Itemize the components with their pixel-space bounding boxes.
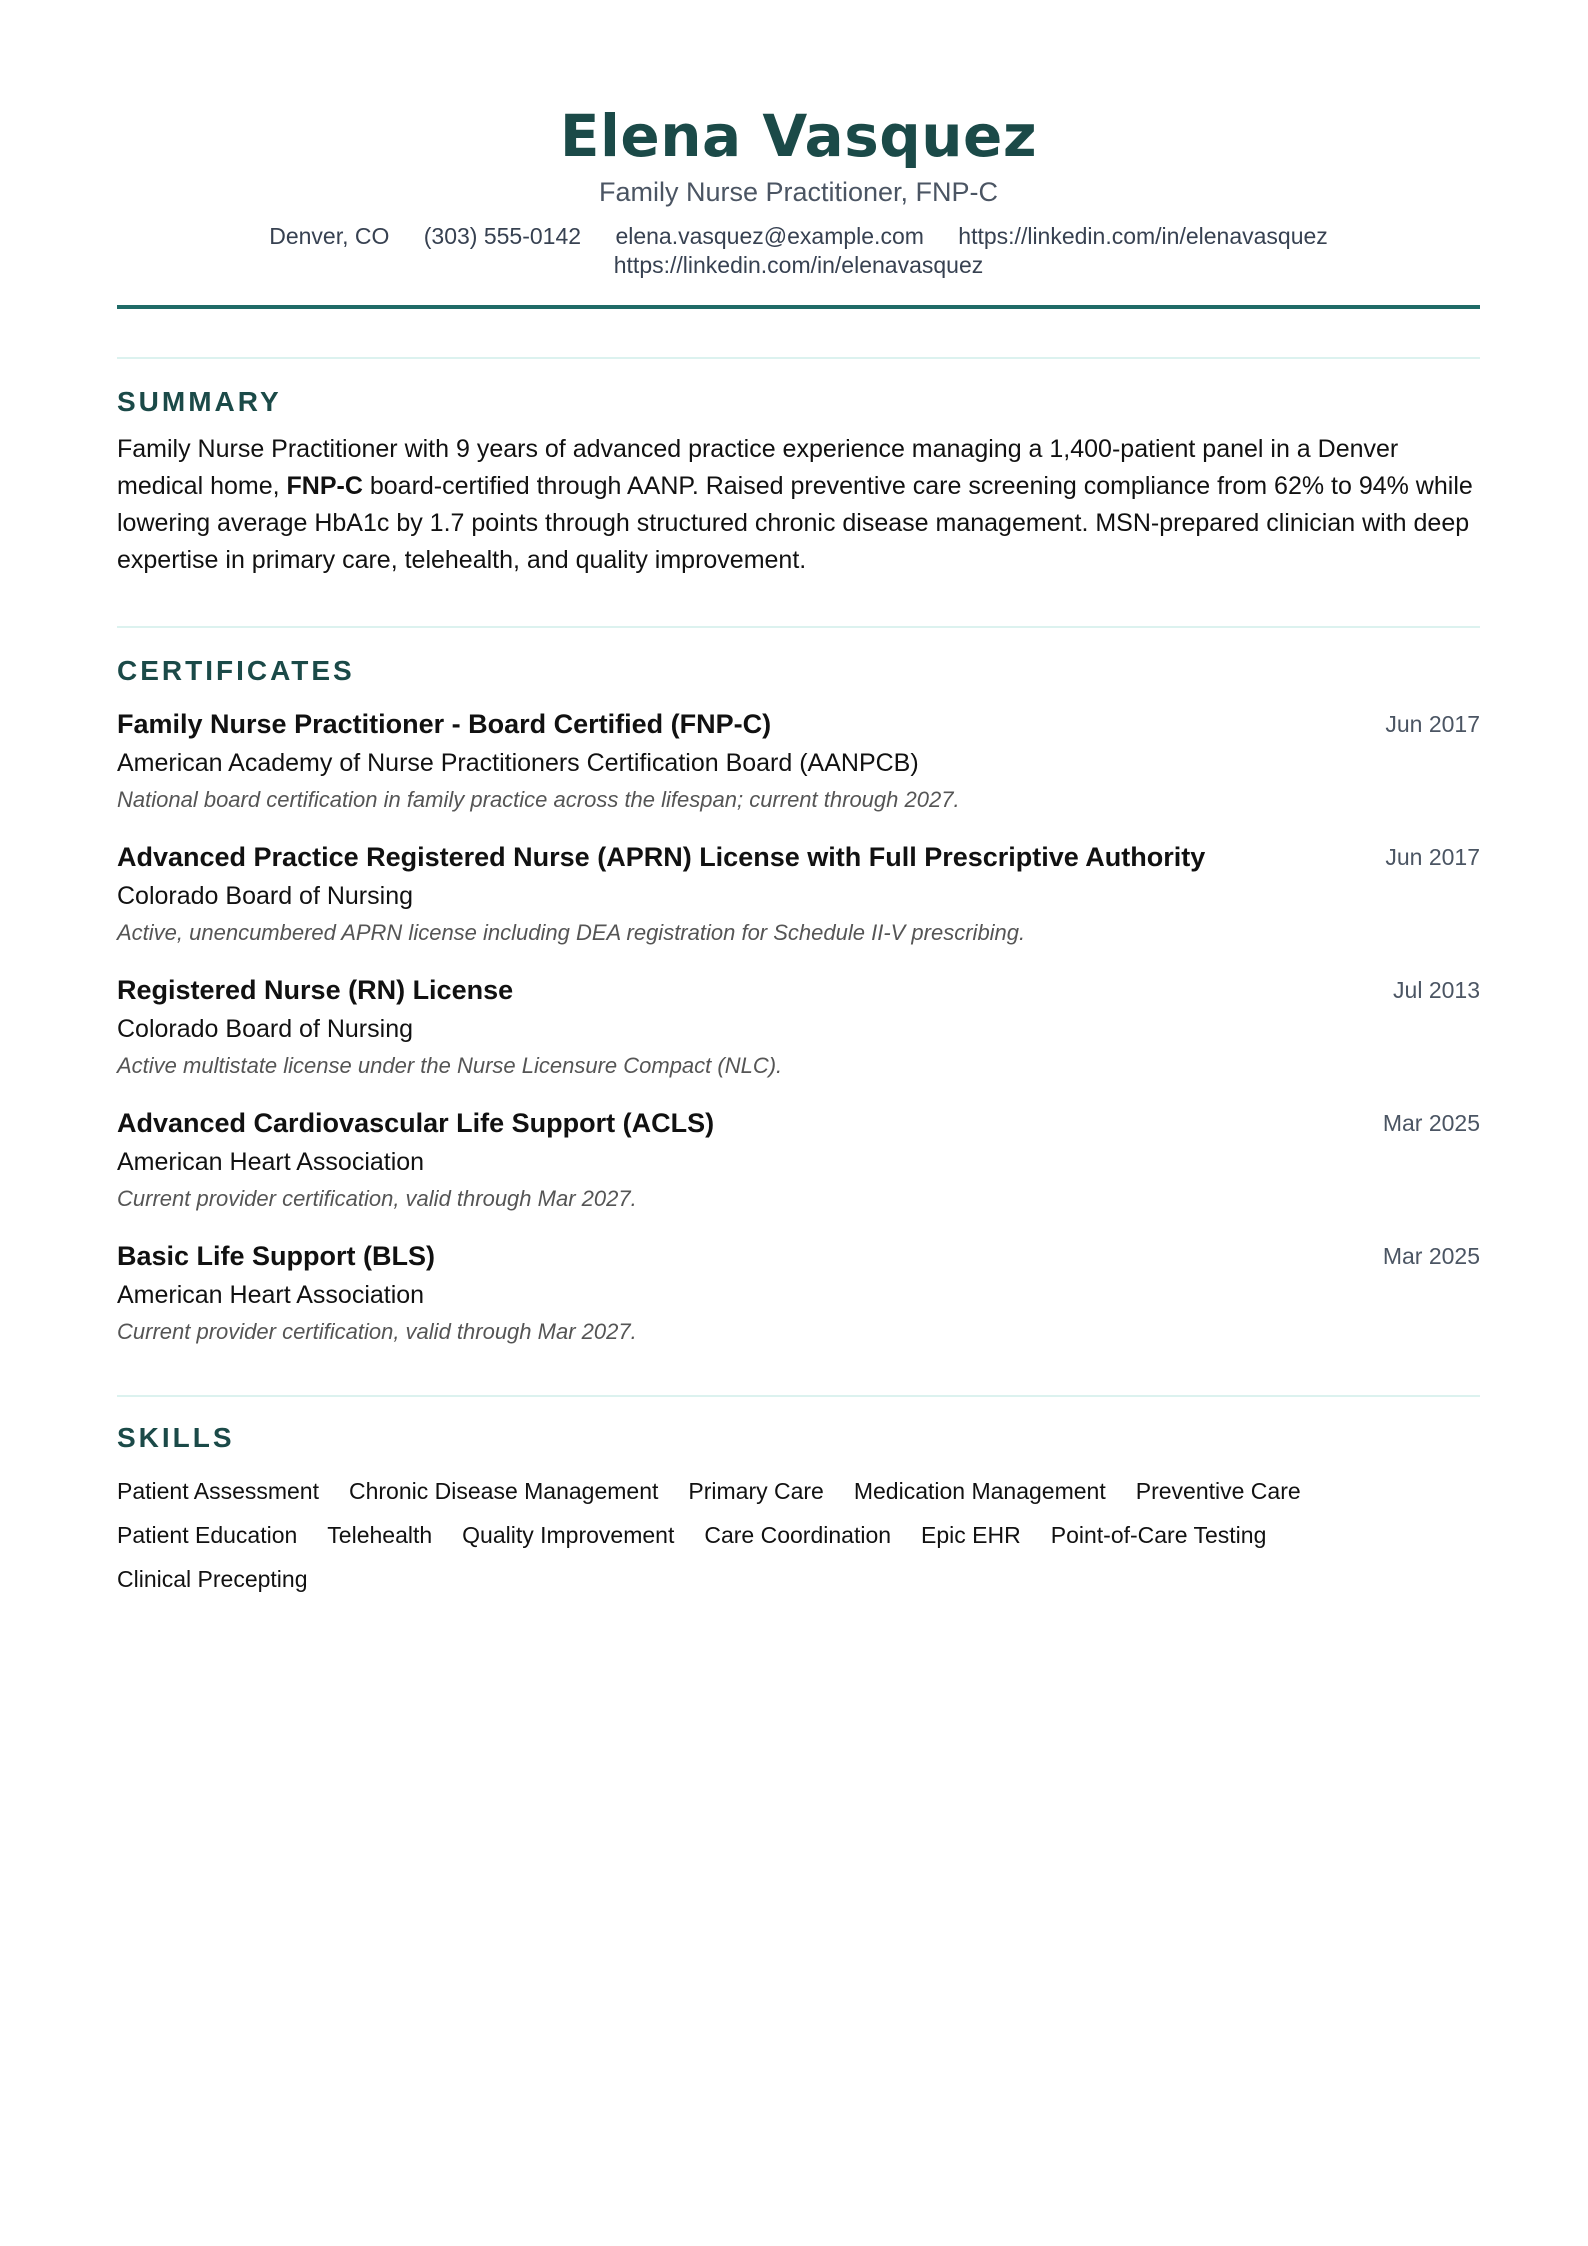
skill-item: Clinical Precepting (117, 1566, 308, 1592)
contact-location: Denver, CO (269, 223, 390, 249)
certificate-date: Mar 2025 (1382, 1110, 1480, 1136)
skill-item: Preventive Care (1135, 1478, 1301, 1504)
certificates-heading: CERTIFICATES (117, 655, 355, 686)
summary-section (117, 385, 1480, 579)
skill-item: Patient Assessment (117, 1478, 319, 1504)
summary-text-bold: FNP-C (286, 472, 363, 500)
section-divider (117, 1395, 1480, 1397)
certificates-section (117, 654, 1480, 1347)
certificate-issuer: American Academy of Nurse Practitioners Certification Board (AANPCB) (117, 749, 919, 777)
skill-item: Care Coordination (704, 1522, 892, 1548)
certificate-name: Basic Life Support (BLS) (117, 1241, 436, 1271)
certificate-date: Mar 2025 (1382, 1243, 1480, 1269)
certificate-entry (117, 706, 1480, 815)
certificate-date: Jun 2017 (1385, 711, 1480, 737)
contact-email[interactable]: elena.vasquez@example.com (615, 223, 924, 249)
certificate-entry (117, 972, 1480, 1081)
contact-linkedin[interactable]: https://linkedin.com/in/elenavasquez (958, 223, 1328, 249)
summary-text-part-1: Family Nurse Practitioner with 9 years of advanced practice experience managing a 1,400-patient panel in a Denver medical home, (117, 435, 1399, 500)
section-divider (117, 626, 1480, 628)
certificate-name: Advanced Cardiovascular Life Support (ACLS) (117, 1108, 715, 1138)
skill-item: Medication Management (853, 1478, 1106, 1504)
certificates-list (117, 706, 1480, 1347)
certificate-note: National board certification in family practice across the lifespan; current through 2027. (117, 787, 960, 812)
skill-item: Quality Improvement (462, 1522, 675, 1548)
header-divider (117, 305, 1480, 309)
certificate-note: Current provider certification, valid through Mar 2027. (117, 1319, 637, 1344)
certificate-name: Family Nurse Practitioner - Board Certified (FNP-C) (117, 709, 772, 739)
certificate-entry (117, 1238, 1480, 1347)
summary-text-part-2: board-certified through AANP. Raised preventive care screening compliance from 62% to 94% while lowering average HbA1c by 1.7 points through structured chronic disease management. MSN-prepared clinician with deep expertise in primary care, telehealth, and quality improvement. (117, 472, 1473, 574)
contact-phone: (303) 555-0142 (423, 223, 582, 249)
skills-heading: SKILLS (117, 1422, 235, 1453)
certificate-name: Advanced Practice Registered Nurse (APRN) License with Full Prescriptive Authority (117, 842, 1206, 872)
certificate-note: Current provider certification, valid through Mar 2027. (117, 1186, 637, 1211)
certificate-date: Jul 2013 (1393, 977, 1480, 1003)
resume-header (117, 0, 1480, 280)
certificate-entry (117, 1105, 1480, 1214)
certificate-note: Active, unencumbered APRN license including DEA registration for Schedule II-V prescribing. (117, 920, 1026, 945)
section-divider (117, 357, 1480, 359)
certificate-entry (117, 839, 1480, 948)
skill-item: Telehealth (327, 1522, 433, 1548)
candidate-title: Family Nurse Practitioner, FNP-C (598, 177, 999, 207)
certificate-issuer: Colorado Board of Nursing (117, 882, 413, 910)
summary-text (117, 431, 1480, 579)
certificate-name: Registered Nurse (RN) License (117, 975, 514, 1005)
contact-linkedin-repeat[interactable]: https://linkedin.com/in/elenavasquez (613, 252, 984, 278)
resume-page (117, 0, 1480, 1601)
skills-section (117, 1421, 1480, 1601)
certificate-date: Jun 2017 (1385, 844, 1480, 870)
contact-line (117, 222, 1480, 251)
candidate-name: Elena Vasquez (559, 102, 1038, 170)
certificate-issuer: American Heart Association (117, 1281, 425, 1309)
skill-item: Chronic Disease Management (349, 1478, 659, 1504)
skill-item: Patient Education (117, 1522, 298, 1548)
certificate-issuer: Colorado Board of Nursing (117, 1015, 413, 1043)
skills-list (117, 1469, 1417, 1601)
skill-item: Point-of-Care Testing (1050, 1522, 1267, 1548)
skill-item: Epic EHR (921, 1522, 1021, 1548)
certificate-issuer: American Heart Association (117, 1148, 425, 1176)
certificate-note: Active multistate license under the Nurse Licensure Compact (NLC). (117, 1053, 783, 1078)
summary-heading: SUMMARY (117, 386, 282, 417)
skill-item: Primary Care (688, 1478, 824, 1504)
